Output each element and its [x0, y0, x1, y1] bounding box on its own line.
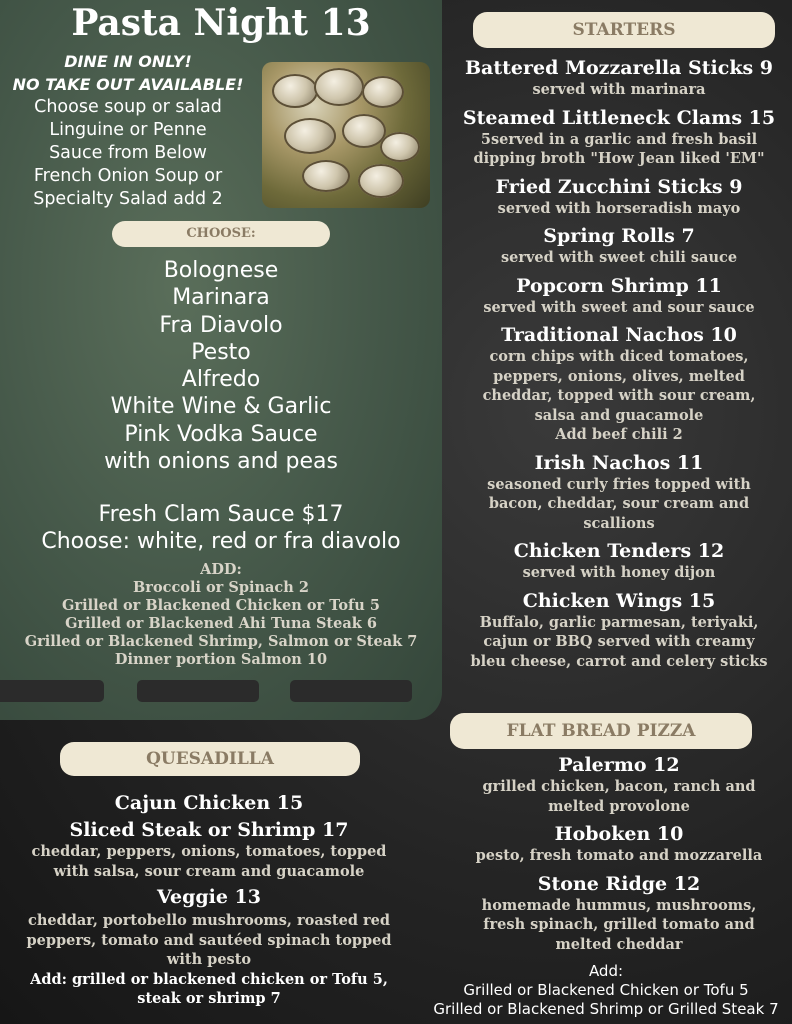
menu-item-name: Traditional Nachos 10 [501, 324, 737, 346]
sauce-item: Bolognese [163, 258, 279, 283]
intro-line: Linguine or Penne [49, 120, 207, 140]
starters-header: STARTERS [473, 12, 775, 48]
clam-sauce-choice: Choose: white, red or fra diavolo [41, 529, 401, 554]
starters-section [446, 57, 792, 671]
menu-item-desc: scallions [583, 514, 655, 532]
pasta-add-ons [0, 561, 442, 669]
menu-item-desc: served with honey dijon [522, 564, 716, 581]
add-header: ADD: [200, 561, 242, 578]
menu-item-desc: bacon, cheddar, sour cream and [488, 495, 750, 512]
menu-item-name: Steamed Littleneck Clams 15 [462, 106, 776, 129]
pasta-intro [4, 50, 252, 211]
menu-item-desc: pesto, fresh tomato and mozzarella [475, 847, 763, 864]
quesadilla-section [0, 792, 418, 1009]
menu-item-desc: served with horseradish mayo [497, 199, 741, 217]
menu-item-name: Hoboken 10 [554, 823, 684, 845]
menu-item-desc: served with sweet and sour sauce [483, 298, 755, 316]
intro-line: Specialty Salad add 2 [33, 189, 223, 209]
menu-item-desc: served with sweet chili sauce [500, 249, 738, 266]
menu-item-name: Chicken Tenders 12 [513, 540, 725, 562]
menu-item-desc: peppers, tomato and sautéed spinach topped [26, 931, 392, 949]
menu-item-name: Palermo 12 [558, 754, 680, 776]
flatbread-header: FLAT BREAD PIZZA [450, 713, 752, 749]
menu-item-desc: Buffalo, garlic parmesan, teriyaki, [479, 613, 759, 631]
menu-item-desc: cajun or BBQ served with creamy [483, 633, 755, 650]
sauce-item: Alfredo [181, 367, 261, 393]
add-item: Broccoli or Spinach 2 [133, 579, 309, 596]
menu-item-name: Spring Rolls 7 [543, 225, 695, 247]
clam-pasta-photo [262, 62, 430, 208]
sauce-list [0, 257, 442, 475]
decorative-bar [137, 680, 259, 702]
intro-line: Choose soup or salad [34, 97, 222, 117]
add-item: Grilled or Blackened Shrimp or Grilled Steak 7 [433, 1000, 779, 1018]
intro-line: Sauce from Below [49, 143, 207, 163]
add-item: Grilled or Blackened Ahi Tuna Steak 6 [65, 615, 377, 632]
flatbread-add-ons [420, 962, 792, 1019]
menu-item-desc: seasoned curly fries topped with [487, 475, 751, 493]
sauce-item: Marinara [172, 285, 270, 311]
menu-item-desc: homemade hummus, mushrooms, [481, 896, 757, 914]
add-header: Add: [588, 962, 624, 980]
menu-item-desc: grilled chicken, bacon, ranch and [482, 778, 756, 795]
menu-item-desc: dipping broth "How Jean liked 'EM" [473, 150, 765, 167]
menu-item-desc: corn chips with diced tomatoes, [489, 348, 749, 365]
menu-item-name: Cajun Chicken 15 [114, 792, 304, 814]
add-item: Grilled or Blackened Shrimp, Salmon or Steak 7 [24, 633, 418, 650]
menu-item-name: Battered Mozzarella Sticks 9 [464, 57, 774, 79]
menu-item-desc: melted provolone [548, 797, 690, 815]
intro-line: DINE IN ONLY! [64, 52, 192, 71]
decorative-bar [290, 680, 412, 702]
menu-item-desc: with salsa, sour cream and guacamole [53, 862, 365, 880]
sauce-item: Pesto [191, 339, 251, 365]
quesadilla-header: QUESADILLA [60, 742, 360, 776]
menu-item-name: Stone Ridge 12 [537, 872, 701, 895]
menu-item-name: Fried Zucchini Sticks 9 [495, 175, 743, 198]
menu-item-desc: Add beef chili 2 [555, 426, 683, 443]
menu-item-name: Chicken Wings 15 [522, 589, 716, 612]
menu-item-name: Popcorn Shrimp 11 [516, 274, 722, 297]
menu-item-desc: cheddar, portobello mushrooms, roasted red [27, 912, 391, 929]
menu-item-desc: with pesto [166, 951, 252, 968]
menu-item-desc: served with marinara [532, 81, 706, 98]
add-item: Grilled or Blackened Chicken or Tofu 5 [463, 981, 749, 999]
intro-line: NO TAKE OUT AVAILABLE! [12, 75, 244, 94]
menu-item-desc: bleu cheese, carrot and celery sticks [470, 652, 768, 670]
sauce-item: Pink Vodka Sauce [124, 421, 318, 447]
menu-item-desc: melted cheddar [555, 935, 683, 953]
menu-item-desc: salsa and guacamole [534, 406, 704, 424]
sauce-item: Fra Diavolo [159, 312, 283, 338]
clam-sauce-price: Fresh Clam Sauce $17 [98, 502, 344, 527]
add-item: Grilled or Blackened Chicken or Tofu 5 [62, 597, 380, 614]
menu-item-desc: cheddar, peppers, onions, tomatoes, topped [31, 843, 387, 860]
sauce-item: with onions and peas [104, 449, 338, 475]
menu-item-add: steak or shrimp 7 [137, 990, 281, 1007]
decorative-bar [0, 680, 104, 702]
menu-item-add: Add: grilled or blackened chicken or Tofu 5, [30, 970, 388, 988]
page-title: Pasta Night 13 [71, 2, 371, 44]
flatbread-section [446, 754, 792, 954]
sauce-item: White Wine & Garlic [110, 394, 332, 420]
menu-item-name: Irish Nachos 11 [534, 451, 704, 474]
clam-sauce-option [0, 501, 442, 555]
intro-line: French Onion Soup or [33, 166, 223, 186]
menu-item-name: Sliced Steak or Shrimp 17 [69, 819, 349, 841]
menu-item-name: Veggie 13 [156, 886, 262, 908]
menu-item-desc: cheddar, topped with sour cream, [482, 387, 756, 404]
menu-item-desc: fresh spinach, grilled tomato and [483, 916, 755, 933]
add-item: Dinner portion Salmon 10 [114, 651, 328, 668]
choose-header: CHOOSE: [112, 221, 330, 247]
menu-item-desc: peppers, onions, olives, melted [493, 367, 745, 385]
menu-item-desc: 5served in a garlic and fresh basil [480, 130, 758, 148]
